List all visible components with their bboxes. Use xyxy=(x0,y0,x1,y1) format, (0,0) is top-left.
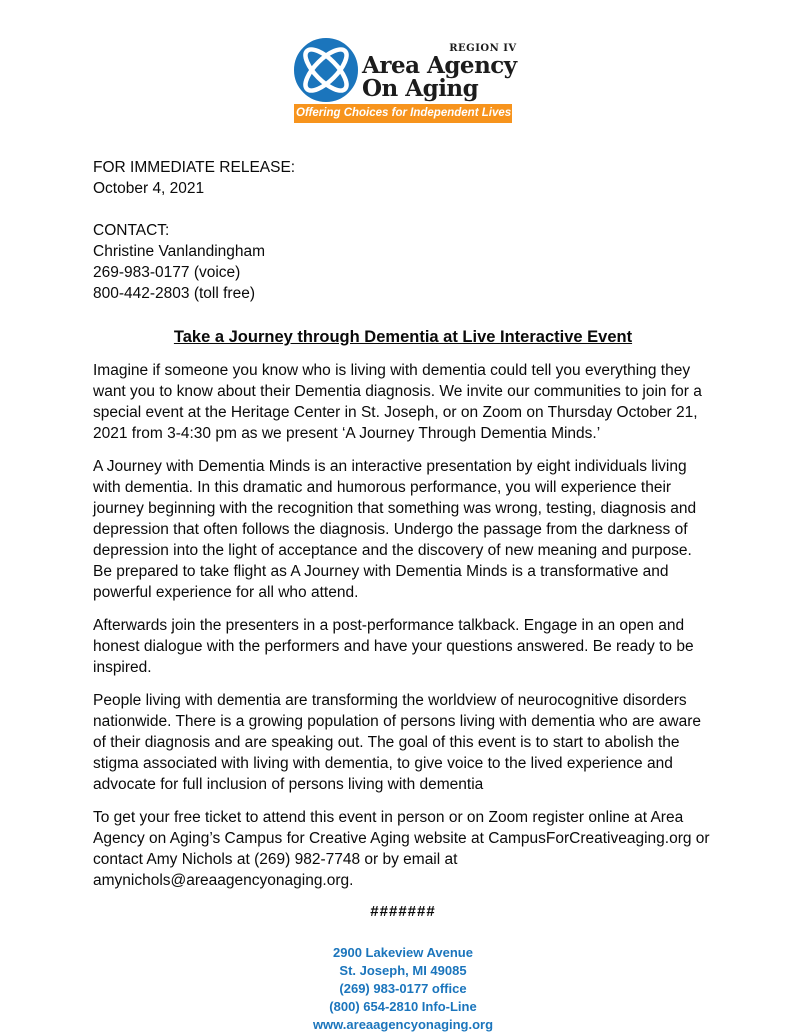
logo-row xyxy=(294,38,517,102)
footer-address-block xyxy=(93,944,713,1034)
paragraph-talkback: Afterwards join the presenters in a post-performance talkback. Engage in an open and honest dialogue with the performers and have your questions answered. Be ready to be inspired. xyxy=(93,617,694,676)
headline: Take a Journey through Dementia at Live Interactive Event xyxy=(173,328,633,346)
paragraph-mission: People living with dementia are transforming the worldview of neurocognitive disorders nationwide. There is a growing population of persons living with dementia who are aware of their diagnosis and are speaking out. The goal of this event is to start to abolish the stigma associated with living with dementia, to give voice to the lived experience and advocate for full inclusion of persons living with dementia xyxy=(93,692,702,793)
logo-name-line1: Area Agency xyxy=(362,52,517,79)
logo-wordmark xyxy=(362,44,517,100)
globe-swirl-logo-icon xyxy=(294,38,358,102)
contact-phone-voice: 269-983-0177 (voice) xyxy=(93,264,241,281)
press-release-end-mark: ####### xyxy=(370,903,436,920)
paragraph-intro: Imagine if someone you know who is living with dementia could tell you everything they want you to know about their Dementia diagnosis. We invite our communities to join for a special event at the Heritage Center in St. Joseph, or on Zoom on Thursday October 21, 2021 from 3-4:30 pm as we present ‘A Journey Through Dementia Minds.’ xyxy=(93,362,702,442)
for-immediate-release-label: FOR IMMEDIATE RELEASE: xyxy=(93,159,296,176)
body-text xyxy=(93,360,713,891)
footer-website: www.areaagencyonaging.org xyxy=(312,1017,494,1032)
logo-name-line2: On Aging xyxy=(362,75,479,102)
logo-region-label: REGION IV xyxy=(449,43,517,54)
release-date: October 4, 2021 xyxy=(93,180,205,197)
contact-phone-tollfree: 800-442-2803 (toll free) xyxy=(93,285,255,302)
footer-address-city: St. Joseph, MI 49085 xyxy=(339,963,467,978)
logo-tagline-banner: Offering Choices for Independent Lives xyxy=(294,104,512,123)
agency-logo xyxy=(294,38,517,123)
contact-label: CONTACT: xyxy=(93,222,170,239)
footer-address-street: 2900 Lakeview Avenue xyxy=(333,945,473,960)
contact-block xyxy=(93,220,713,304)
release-block xyxy=(93,157,713,199)
footer-phone-office: (269) 983-0177 office xyxy=(339,981,467,996)
footer-phone-infoline: (800) 654-2810 Info-Line xyxy=(329,999,477,1014)
paragraph-registration: To get your free ticket to attend this event in person or on Zoom register online at Area Agency on Aging’s Campus for Creative Aging website at CampusForCreativeaging.org or contact Amy Nichols at (269) 982-7748 or by email at amynichols@areaagencyonaging.org. xyxy=(93,809,710,889)
paragraph-description: A Journey with Dementia Minds is an interactive presentation by eight individuals living with dementia. In this dramatic and humorous performance, you will experience their journey beginning with the recognition that something was wrong, testing, diagnosis and depression that often follows the diagnosis. Undergo the passage from the darkness of depression into the light of acceptance and the discovery of new meaning and purpose. Be prepared to take flight as A Journey with Dementia Minds is a transformative and powerful experience for all who attend. xyxy=(93,458,697,601)
contact-name: Christine Vanlandingham xyxy=(93,243,266,260)
